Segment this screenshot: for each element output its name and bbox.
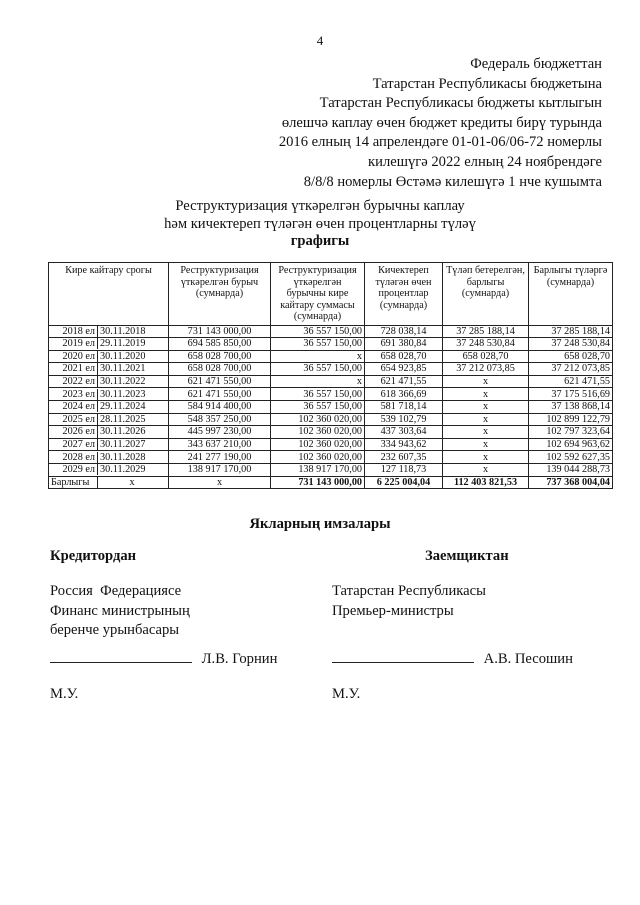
table-row <box>49 325 613 338</box>
table-cell: х <box>271 375 365 388</box>
term-cell <box>49 426 169 439</box>
table-cell: 658 028,70 <box>443 350 529 363</box>
table-cell: 581 718,14 <box>365 401 443 414</box>
term-cell <box>49 464 169 477</box>
row-year: 2026 ел <box>49 426 98 437</box>
table-row <box>49 375 613 388</box>
org-line: Премьер-министры <box>332 602 454 619</box>
creditor-seal: М.У. <box>50 686 79 702</box>
table-cell: 36 557 150,00 <box>271 338 365 351</box>
table-cell: 621 471,55 <box>529 375 613 388</box>
term-cell <box>49 350 169 363</box>
table-cell: 102 360 020,00 <box>271 426 365 439</box>
table-cell: 437 303,64 <box>365 426 443 439</box>
table-cell: 36 557 150,00 <box>271 401 365 414</box>
term-cell <box>49 451 169 464</box>
table-cell: х <box>443 438 529 451</box>
table-cell: х <box>443 401 529 414</box>
row-date: 29.11.2019 <box>100 338 146 350</box>
table-cell: 548 357 250,00 <box>169 413 271 426</box>
table-cell: 731 143 000,00 <box>169 325 271 338</box>
signature-line <box>50 650 192 663</box>
header-line: өлешчә каплау өчен бюджет кредиты бирү турында <box>281 114 602 131</box>
header-line: Федераль бюджеттан <box>470 56 602 72</box>
table-cell: 36 557 150,00 <box>271 388 365 401</box>
table-cell: 102 797 323,64 <box>529 426 613 439</box>
term-cell <box>49 375 169 388</box>
table-cell: 343 637 210,00 <box>169 438 271 451</box>
row-date: 30.11.2020 <box>100 350 146 362</box>
col-header: Реструктуризация үткәрелгән бурыч (сумнарда) <box>169 263 271 326</box>
term-cell <box>49 401 169 414</box>
table-cell: 102 360 020,00 <box>271 451 365 464</box>
term-cell <box>49 388 169 401</box>
creditor-signature <box>50 650 277 670</box>
table-total-row <box>49 476 613 489</box>
table-cell: 621 471 550,00 <box>169 375 271 388</box>
table-cell: 102 360 020,00 <box>271 413 365 426</box>
row-year: 2029 ел <box>49 464 98 475</box>
col-header: Реструктуризация үткәрелгән бурычны кире кайтару суммасы (сумнарда) <box>271 263 365 326</box>
row-year: 2027 ел <box>49 439 98 450</box>
term-cell <box>49 363 169 376</box>
borrower-signature <box>332 650 573 670</box>
table-cell: 691 380,84 <box>365 338 443 351</box>
table-cell: 232 607,35 <box>365 451 443 464</box>
row-year: 2025 ел <box>49 414 98 425</box>
col-header: Кире кайтару срогы <box>49 263 169 326</box>
row-date: 30.11.2029 <box>100 464 146 476</box>
row-date: 30.11.2022 <box>100 376 146 388</box>
row-year: 2019 ел <box>49 338 98 349</box>
header-line: 8/8/8 номерлы Өстәмә килешүгә 1 нче кушымта <box>303 173 602 190</box>
table-row <box>49 350 613 363</box>
table-cell: 138 917 170,00 <box>271 464 365 477</box>
title-bold-line: графигы <box>290 233 350 249</box>
table-cell: х <box>443 464 529 477</box>
row-date: 30.11.2028 <box>100 451 146 463</box>
header-line: Татарстан Республикасы бюджетына <box>372 75 602 92</box>
term-cell <box>49 438 169 451</box>
header-line: 2016 елның 14 апрелендәге 01-01-06/06-72 номерлы <box>278 134 602 151</box>
table-cell: 37 138 868,14 <box>529 401 613 414</box>
org-line: Россия Федерациясе <box>50 583 182 599</box>
table-cell: 102 360 020,00 <box>271 438 365 451</box>
table-cell: х <box>443 375 529 388</box>
table-row <box>49 363 613 376</box>
table-cell: 102 899 122,79 <box>529 413 613 426</box>
table-row <box>49 438 613 451</box>
table-header-row <box>49 263 613 326</box>
term-cell <box>49 338 169 351</box>
table-cell: 658 028 700,00 <box>169 363 271 376</box>
borrower-name: А.В. Песошин <box>483 651 573 667</box>
table-cell: 621 471,55 <box>365 375 443 388</box>
table-row <box>49 464 613 477</box>
borrower-seal: М.У. <box>332 686 361 702</box>
table-cell: 139 044 288,73 <box>529 464 613 477</box>
table-cell: 37 175 516,69 <box>529 388 613 401</box>
row-year: 2028 ел <box>49 452 98 463</box>
table-cell: 334 943,62 <box>365 438 443 451</box>
table-cell: 37 285 188,14 <box>443 325 529 338</box>
row-date: 28.11.2025 <box>100 413 146 425</box>
org-line: беренче урынбасары <box>50 622 180 639</box>
table-cell: 445 997 230,00 <box>169 426 271 439</box>
table-cell: х <box>169 476 271 489</box>
signatures-title: Якларның имзалары <box>249 516 391 532</box>
table-row <box>49 388 613 401</box>
header-line: Татарстан Республикасы бюджеты кытлыгын <box>319 95 602 112</box>
term-cell <box>49 476 169 489</box>
table-cell: 127 118,73 <box>365 464 443 477</box>
creditor-role: Кредитордан <box>50 548 137 564</box>
borrower-org <box>332 582 486 621</box>
total-label: Барлыгы <box>49 477 98 488</box>
table-cell: 618 366,69 <box>365 388 443 401</box>
row-year: 2023 ел <box>49 389 98 400</box>
table-cell: 731 143 000,00 <box>271 476 365 489</box>
document-title <box>0 198 640 251</box>
table-cell: 36 557 150,00 <box>271 325 365 338</box>
table-row <box>49 401 613 414</box>
row-year: 2024 ел <box>49 401 98 412</box>
creditor-org <box>50 582 190 641</box>
table-cell: 37 212 073,85 <box>443 363 529 376</box>
table-row <box>49 451 613 464</box>
row-year: 2020 ел <box>49 351 98 362</box>
creditor-name: Л.В. Горнин <box>201 651 278 667</box>
table-cell: 539 102,79 <box>365 413 443 426</box>
table-cell: 102 592 627,35 <box>529 451 613 464</box>
row-date: 30.11.2026 <box>100 426 146 438</box>
table-cell: 658 028 700,00 <box>169 350 271 363</box>
table-cell: 621 471 550,00 <box>169 388 271 401</box>
table-cell: 654 923,85 <box>365 363 443 376</box>
row-date: 30.11.2023 <box>100 388 146 400</box>
document-header <box>279 55 602 192</box>
table-row <box>49 338 613 351</box>
term-cell <box>49 413 169 426</box>
table-cell: 584 914 400,00 <box>169 401 271 414</box>
table-cell: 37 248 530,84 <box>529 338 613 351</box>
row-year: 2021 ел <box>49 363 98 374</box>
table-cell: 658 028,70 <box>365 350 443 363</box>
table-cell: 737 368 004,04 <box>529 476 613 489</box>
table-cell: 37 212 073,85 <box>529 363 613 376</box>
schedule-table <box>48 262 613 489</box>
col-header: Түләп бетерелгән, барлыгы (сумнарда) <box>443 263 529 326</box>
row-date: 29.11.2024 <box>100 401 146 413</box>
table-cell: х <box>443 388 529 401</box>
table-cell: х <box>443 451 529 464</box>
title-line: һәм кичектереп түләгән өчен процентларны түләү <box>164 215 476 232</box>
table-cell: 138 917 170,00 <box>169 464 271 477</box>
row-year: 2018 ел <box>49 326 98 337</box>
signature-line <box>332 650 474 663</box>
col-header: Барлыгы түләргә (сумнарда) <box>529 263 613 326</box>
col-header: Кичектереп түләгән өчен процентлар (сумнарда) <box>365 263 443 326</box>
row-year: 2022 ел <box>49 376 98 387</box>
borrower-role: Заемщиктан <box>425 548 509 564</box>
table-cell: 36 557 150,00 <box>271 363 365 376</box>
table-cell: 112 403 821,53 <box>443 476 529 489</box>
row-date: 30.11.2027 <box>100 439 146 451</box>
table-row <box>49 426 613 439</box>
table-cell: 694 585 850,00 <box>169 338 271 351</box>
table-cell: 728 038,14 <box>365 325 443 338</box>
page-number: 4 <box>316 33 324 48</box>
row-date: 30.11.2021 <box>100 363 146 375</box>
header-line: килешүгә 2022 елның 24 ноябрендәге <box>368 153 602 170</box>
org-line: Финанс министрының <box>50 602 190 619</box>
table-cell: х <box>443 426 529 439</box>
table-cell: 658 028,70 <box>529 350 613 363</box>
table-cell: х <box>443 413 529 426</box>
table-cell: 102 694 963,62 <box>529 438 613 451</box>
table-row <box>49 413 613 426</box>
title-line: Реструктуризация үткәрелгән бурычны каплау <box>175 198 465 214</box>
table-cell: 37 248 530,84 <box>443 338 529 351</box>
term-cell <box>49 325 169 338</box>
row-date: 30.11.2018 <box>100 325 146 337</box>
table-cell: 37 285 188,14 <box>529 325 613 338</box>
org-line: Татарстан Республикасы <box>332 583 486 599</box>
table-cell: х <box>271 350 365 363</box>
table-cell: 6 225 004,04 <box>365 476 443 489</box>
table-cell: 241 277 190,00 <box>169 451 271 464</box>
total-date: х <box>129 476 135 488</box>
